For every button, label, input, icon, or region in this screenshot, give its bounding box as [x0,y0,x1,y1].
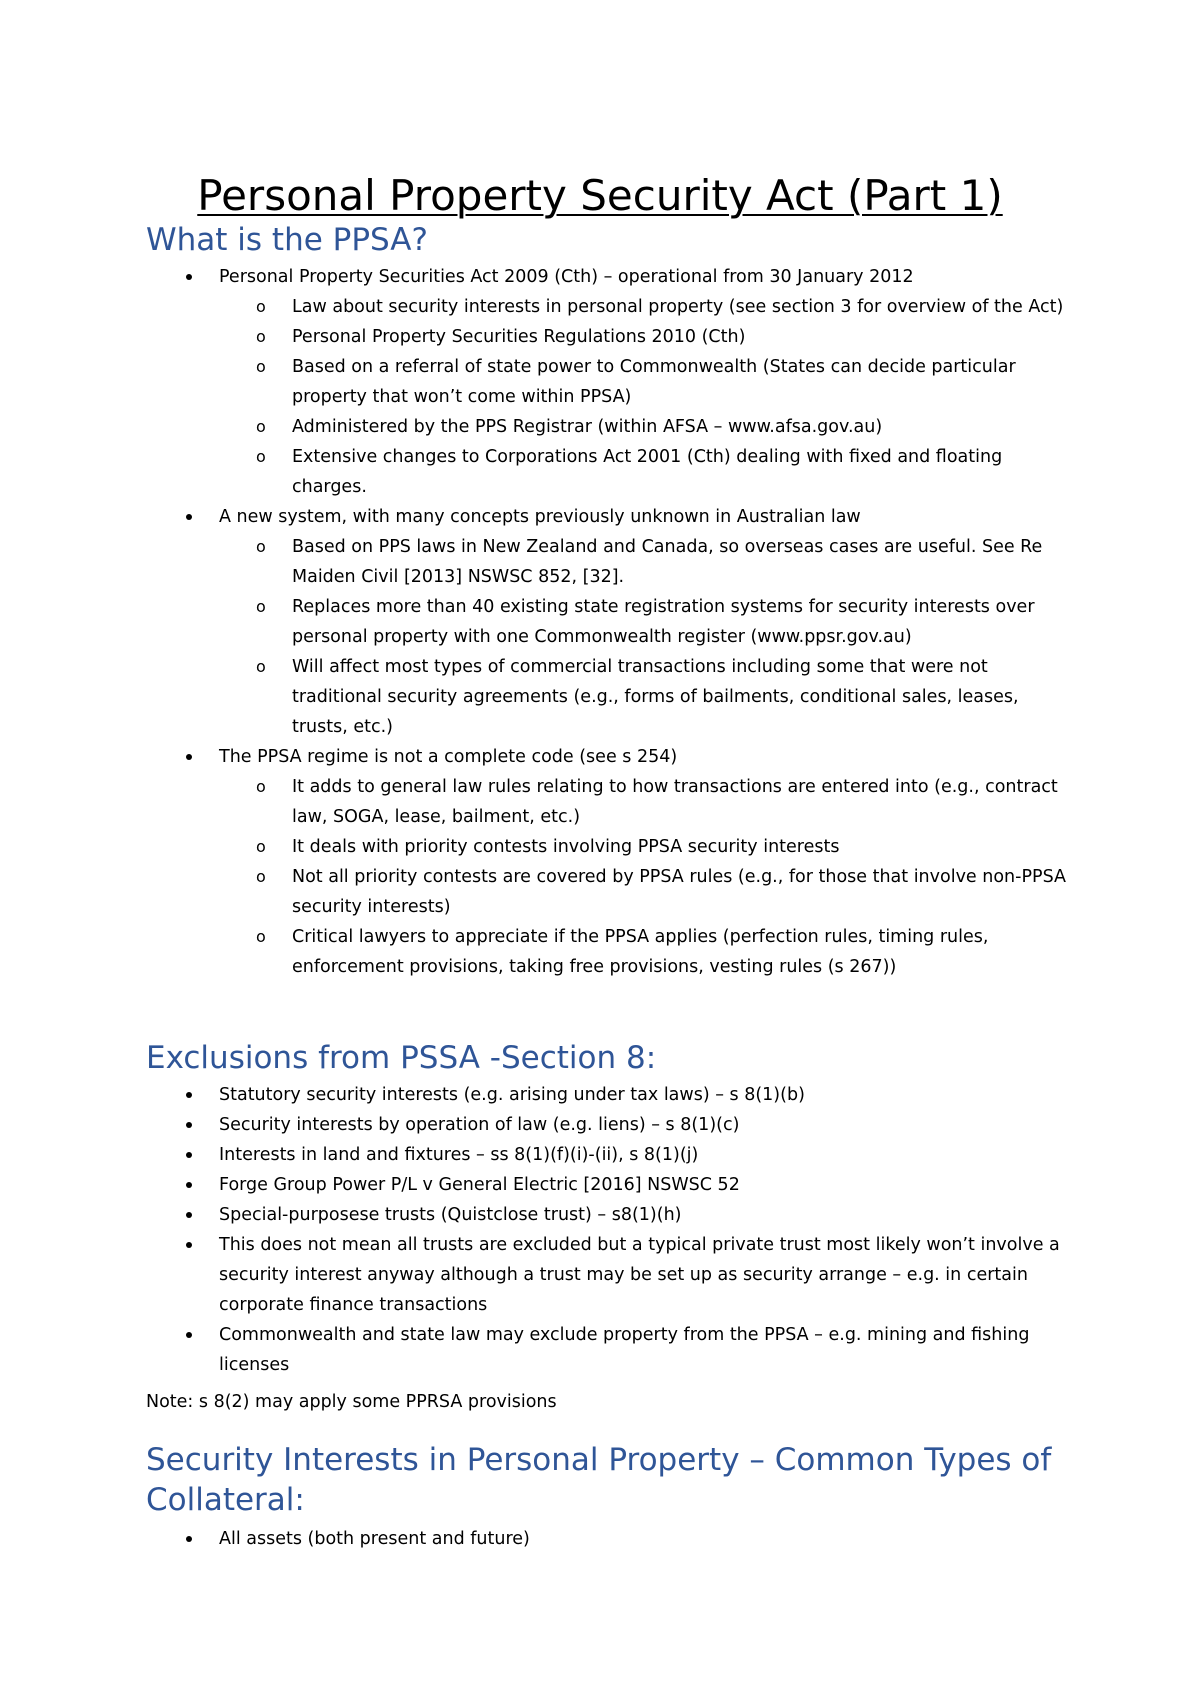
bullet-text: Personal Property Securities Act 2009 (Cth) – operational from 30 January 2012 [219,267,914,287]
sub-list-item: o Based on a referral of state power to Commonwealth (States can decide particular property that won’t come within PPSA) [219,352,1066,412]
list-item [146,1140,1066,1170]
bullet-text: A new system, with many concepts previously unknown in Australian law [219,507,861,527]
bullet-text: Interests in land and fixtures – ss 8(1)(f)(i)-(ii), s 8(1)(j) [219,1145,699,1165]
list-item [146,502,1066,742]
sub-list-item: o Replaces more than 40 existing state registration systems for security interests over personal property with one Commonwealth register (www.ppsr.gov.au) [219,592,1066,652]
sub-list [219,532,1066,742]
section-heading-exclusions: Exclusions from PSSA -Section 8: [146,1040,657,1076]
sub-list-item: o It adds to general law rules relating to how transactions are entered into (e.g., contract law, SOGA, lease, bailment, etc.) [219,772,1066,832]
sub-list-item: o Will affect most types of commercial transactions including some that were not traditional security agreements (e.g., forms of bailments, conditional sales, leases, trusts, etc.) [219,652,1066,742]
list-item [146,1230,1066,1320]
list-item [146,1524,1066,1554]
sub-list-item: o Critical lawyers to appreciate if the PPSA applies (perfection rules, timing rules, enforcement provisions, taking free provisions, vesting rules (s 267)) [219,922,1066,982]
sub-list-item: o Not all priority contests are covered by PPSA rules (e.g., for those that involve non-PPSA security interests) [219,862,1066,922]
bullet-list-what-is-ppsa [146,262,1066,982]
section-heading-collateral: Security Interests in Personal Property – Common Types of Collateral: [146,1442,1052,1518]
page-title: Personal Property Security Act (Part 1) [197,171,1003,221]
list-item [146,1320,1066,1380]
bullet-text: This does not mean all trusts are excluded but a typical private trust most likely won’t involve a security interest anyway although a trust may be set up as security arrange – e.g. in certain corporate finance transactions [219,1235,1060,1315]
list-item [146,1170,1066,1200]
sub-list-item: o Administered by the PPS Registrar (within AFSA – www.afsa.gov.au) [219,412,1066,442]
sub-list [219,292,1066,502]
bullet-text: Security interests by operation of law (e.g. liens) – s 8(1)(c) [219,1115,740,1135]
bullet-text: All assets (both present and future) [219,1529,530,1549]
bullet-text: The PPSA regime is not a complete code (see s 254) [219,747,678,767]
bullet-text: Statutory security interests (e.g. arising under tax laws) – s 8(1)(b) [219,1085,805,1105]
bullet-list-collateral [146,1524,1066,1554]
bullet-list-exclusions [146,1080,1066,1380]
sub-list-item: o Personal Property Securities Regulations 2010 (Cth) [219,322,1066,352]
list-item [146,262,1066,502]
sub-list [219,772,1066,982]
bullet-text: Commonwealth and state law may exclude property from the PPSA – e.g. mining and fishing licenses [219,1325,1030,1375]
list-item [146,1200,1066,1230]
section-heading-what-is-ppsa: What is the PPSA? [146,222,428,258]
bullet-text: Special-purposese trusts (Quistclose trust) – s8(1)(h) [219,1205,682,1225]
list-item [146,1110,1066,1140]
sub-list-item: o It deals with priority contests involving PPSA security interests [219,832,1066,862]
sub-list-item: o Law about security interests in personal property (see section 3 for overview of the Act) [219,292,1066,322]
note-text: Note: s 8(2) may apply some PPRSA provisions [146,1392,557,1412]
list-item [146,742,1066,982]
list-item [146,1080,1066,1110]
sub-list-item: o Based on PPS laws in New Zealand and Canada, so overseas cases are useful. See Re Maiden Civil [2013] NSWSC 852, [32]. [219,532,1066,592]
sub-list-item: o Extensive changes to Corporations Act 2001 (Cth) dealing with fixed and floating charges. [219,442,1066,502]
bullet-text: Forge Group Power P/L v General Electric [2016] NSWSC 52 [219,1175,740,1195]
